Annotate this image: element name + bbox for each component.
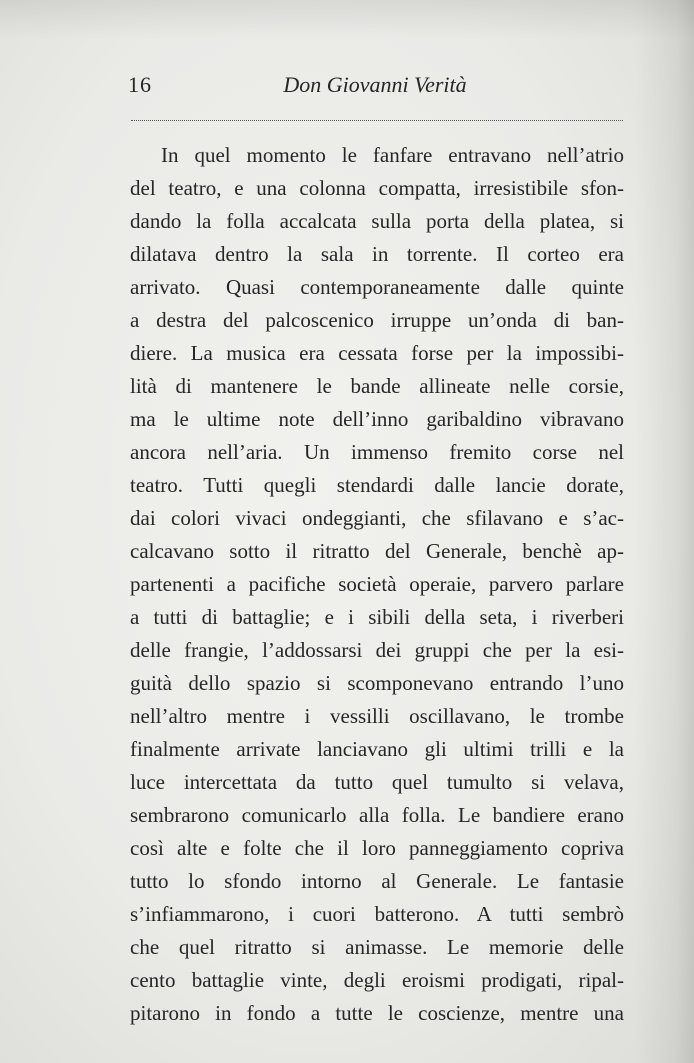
text-line: tutto lo sfondo intorno al Generale. Le fantasie (130, 869, 624, 893)
text-line: diere. La musica era cessata forse per la impossibi- (130, 341, 624, 365)
text-line: ancora nell’aria. Un immenso fremito corse nel (130, 440, 624, 464)
page-top-shadow (0, 0, 694, 40)
text-line: partenenti a pacifiche società operaie, parvero parlare (130, 572, 624, 596)
text-line: dilatava dentro la sala in torrente. Il corteo era (130, 242, 624, 266)
text-line: a destra del palcoscenico irruppe un’onda di ban- (130, 308, 624, 332)
text-line: s’infiammarono, i cuori batterono. A tutti sembrò (130, 902, 624, 926)
page-edge-shadow (634, 0, 694, 1063)
text-line: luce intercettata da tutto quel tumulto si velava, (130, 770, 624, 794)
text-line: arrivato. Quasi contemporaneamente dalle quinte (130, 275, 624, 299)
running-title: Don Giovanni Verità (283, 72, 467, 97)
text-line: che quel ritratto si animasse. Le memorie delle (130, 935, 624, 959)
text-line: delle frangie, l’addossarsi dei gruppi che per la esi- (130, 638, 624, 662)
body-text (130, 139, 624, 1030)
text-line: cento battaglie vinte, degli eroismi prodigati, ripal- (130, 968, 624, 992)
text-line: teatro. Tutti quegli stendardi dalle lancie dorate, (130, 473, 624, 497)
text-line: In quel momento le fanfare entravano nell’atrio (161, 143, 624, 167)
text-line: così alte e folte che il loro panneggiamento copriva (130, 836, 624, 860)
text-line: finalmente arrivate lanciavano gli ultimi trilli e la (130, 737, 624, 761)
text-line: ma le ultime note dell’inno garibaldino vibravano (130, 407, 624, 431)
text-line: calcavano sotto il ritratto del Generale, benchè ap- (130, 539, 624, 563)
text-line: a tutti di battaglie; e i sibili della seta, i riverberi (130, 605, 624, 629)
text-line: lità di mantenere le bande allineate nelle corsie, (130, 374, 624, 398)
text-line: guità dello spazio si scomponevano entrando l’uno (130, 671, 624, 695)
page-header (128, 72, 622, 108)
text-line: dai colori vivaci ondeggianti, che sfilavano e s’ac- (130, 506, 624, 530)
header-rule (131, 120, 623, 121)
text-line: nell’altro mentre i vessilli oscillavano, le trombe (130, 704, 624, 728)
page-number: 16 (128, 72, 152, 97)
text-line: del teatro, e una colonna compatta, irresistibile sfon- (130, 176, 624, 200)
text-line: dando la folla accalcata sulla porta della platea, si (130, 209, 624, 233)
text-line: sembrarono comunicarlo alla folla. Le bandiere erano (130, 803, 624, 827)
text-line: pitarono in fondo a tutte le coscienze, mentre una (130, 1001, 624, 1025)
